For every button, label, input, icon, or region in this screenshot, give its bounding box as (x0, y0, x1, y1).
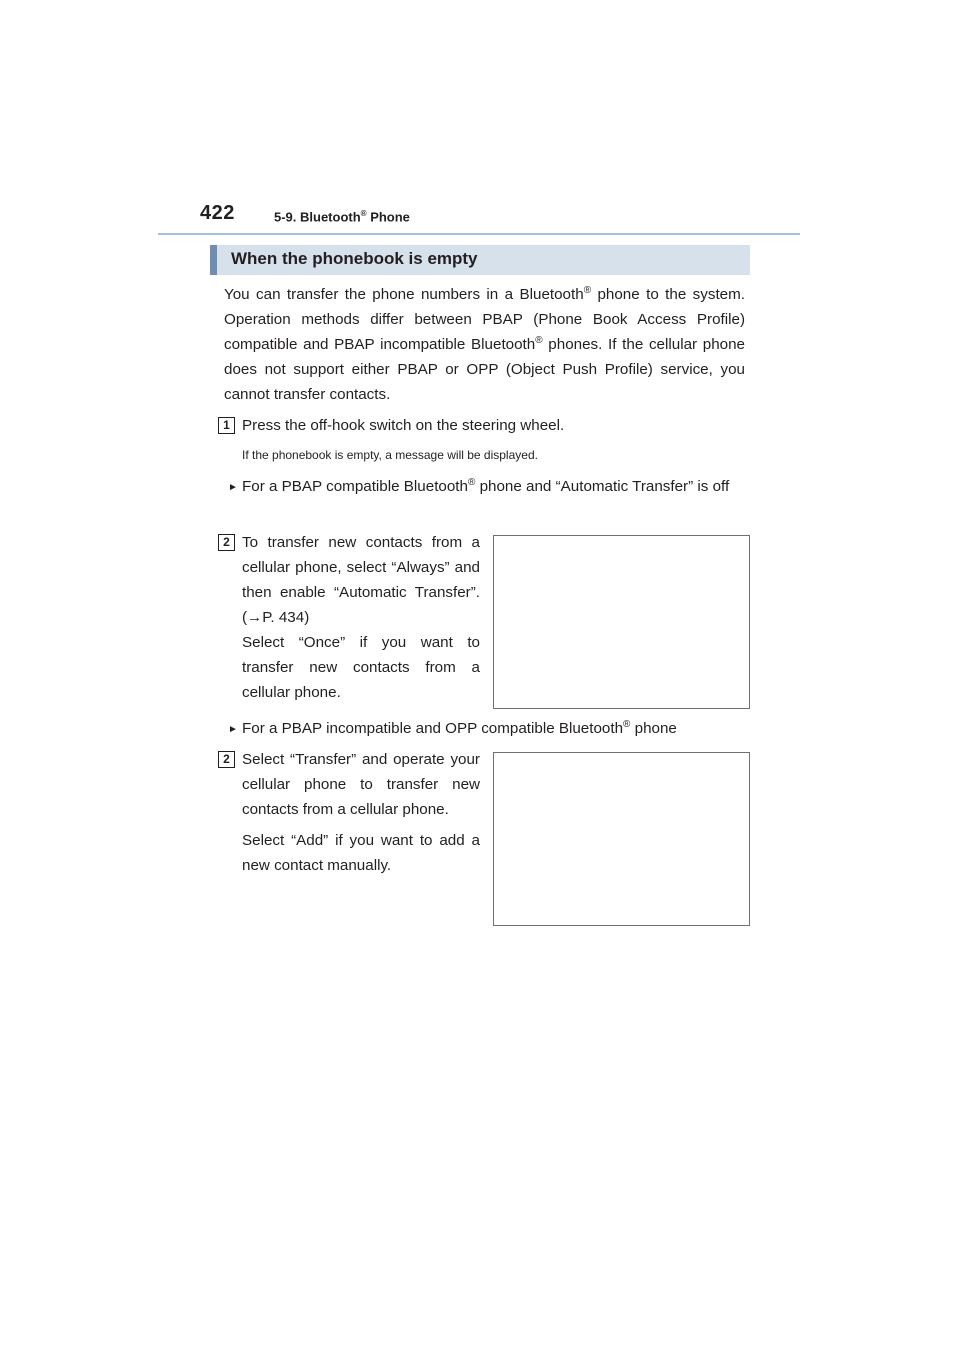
registered-mark: ® (535, 334, 543, 346)
intro-text-1: You can transfer the phone numbers in a Bluetooth (224, 286, 584, 303)
chapter-prefix: 5-9. Bluetooth (274, 209, 361, 225)
registered-mark: ® (467, 476, 476, 488)
case-2-heading-text-1: For a PBAP incompatible and OPP compatible Bluetooth (242, 720, 624, 737)
triangle-bullet-icon: ► (228, 724, 238, 735)
step-2-badge: 2 (218, 751, 235, 768)
case-pbap-compatible-heading (228, 474, 745, 500)
section-heading-bar (210, 245, 750, 275)
screen-illustration-always-once (493, 535, 750, 709)
case-2-instruction-text: Select “Transfer” and operate your cellular phone to transfer new contacts from a cellular phone. (242, 751, 480, 818)
section-title: When the phonebook is empty (231, 249, 478, 268)
case-pbap-incompatible-heading (228, 716, 745, 742)
case-2-instruction (242, 747, 480, 878)
step-2-badge: 2 (218, 534, 235, 551)
chapter-title (274, 209, 410, 224)
intro-text-3: phones. If the cellular phone does not support either PBAP or OPP (Object Push Profile) service, you cannot transfer contacts. (224, 336, 745, 403)
page-number: 422 (200, 202, 235, 224)
case-1-heading-text-1: For a PBAP compatible Bluetooth (242, 478, 468, 495)
registered-mark: ® (583, 284, 592, 296)
intro-paragraph (224, 282, 745, 407)
screen-illustration-transfer-add (493, 752, 750, 926)
intro-text-2: phone to the system. Operation methods differ between PBAP (Phone Book Access Profile) compatible and PBAP incompatible Bluetooth (224, 286, 745, 353)
chapter-suffix: Phone (366, 209, 410, 225)
step-1-badge: 1 (218, 417, 235, 434)
case-2-heading-text-2: phone (630, 720, 677, 737)
case-1-instruction-text: To transfer new contacts from a cellular phone, select “Always” and then enable “Automatic Transfer”. (→P. 434) (242, 534, 480, 626)
registered-mark: ® (623, 718, 631, 730)
step-1-text: Press the off-hook switch on the steering wheel. (242, 417, 565, 434)
header-divider (158, 233, 800, 235)
triangle-bullet-icon: ► (228, 482, 238, 493)
registered-mark: ® (360, 209, 367, 218)
step-1-note: If the phonebook is empty, a message will be displayed. (242, 448, 538, 462)
case-1-instruction (242, 530, 480, 705)
case-1-heading-text-2: phone and “Automatic Transfer” is off (475, 478, 730, 495)
case-2-instruction-alt: Select “Add” if you want to add a new contact manually. (242, 832, 480, 874)
case-1-instruction-alt: Select “Once” if you want to transfer new contacts from a cellular phone. (242, 634, 480, 701)
